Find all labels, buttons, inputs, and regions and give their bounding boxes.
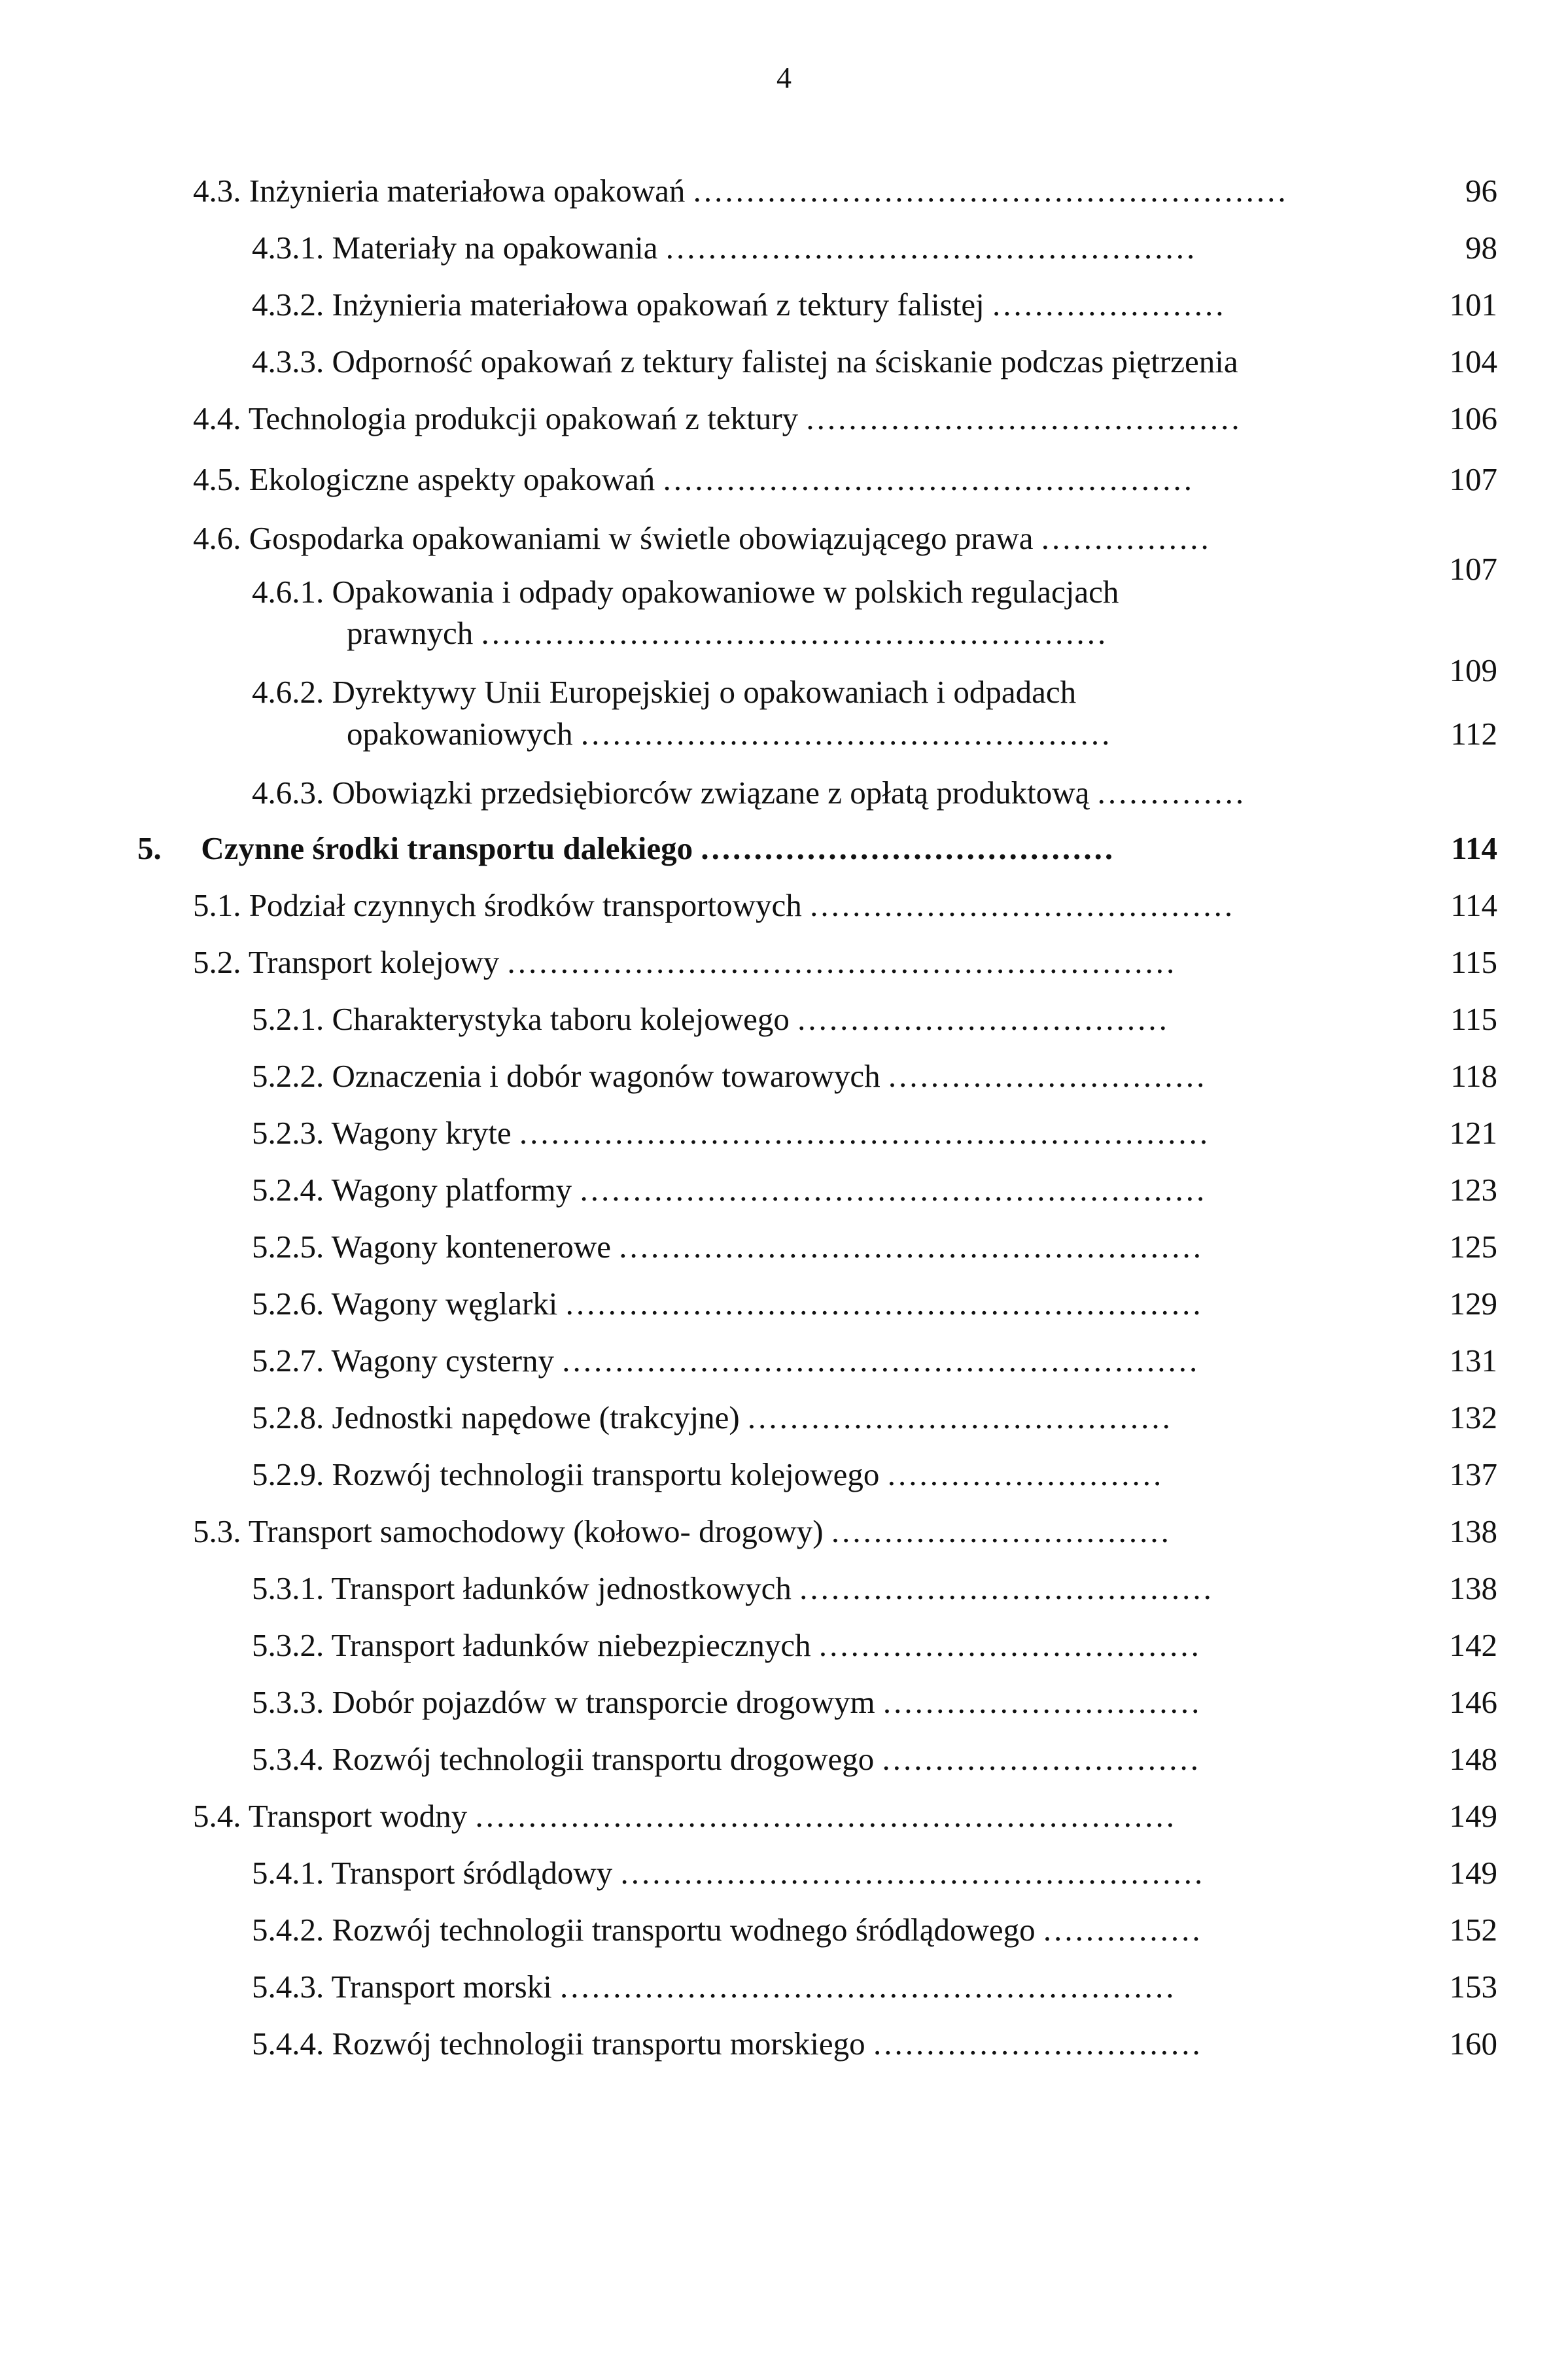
entry-number: 5.4.1.	[252, 1855, 324, 1891]
toc-entry-5-3-2[interactable]	[252, 1626, 1202, 1665]
entry-title: Obowiązki przedsiębiorców związane z opłatą produktową	[332, 775, 1090, 811]
entry-title: Materiały na opakowania	[332, 230, 658, 266]
entry-title: Rozwój technologii transportu kolejowego	[332, 1456, 880, 1492]
toc-entry-5-3[interactable]	[193, 1512, 1172, 1551]
dot-leader: ....................................	[818, 1627, 1202, 1663]
page-ref: 152	[1449, 1912, 1497, 1948]
page-ref: 125	[1449, 1229, 1497, 1265]
entry-number: 4.6.3.	[252, 775, 324, 811]
page-ref: 114	[1451, 830, 1497, 866]
toc-entry-5-3-1[interactable]	[252, 1569, 1214, 1608]
page-ref: 104	[1449, 343, 1497, 379]
toc-entry-5-2-2[interactable]	[252, 1057, 1207, 1096]
dot-leader: ..................................................	[663, 461, 1194, 497]
entry-number: 5.4.	[193, 1798, 241, 1834]
entry-title: Dyrektywy Unii Europejskiej o opakowaniach i odpadach	[332, 674, 1077, 710]
entry-number: 5.2.7.	[252, 1343, 324, 1379]
page-ref: 118	[1450, 1058, 1497, 1094]
entry-title: Jednostki napędowe (trakcyjne)	[332, 1399, 740, 1435]
entry-title: Dobór pojazdów w transporcie drogowym	[332, 1684, 875, 1720]
page-ref: 114	[1450, 887, 1497, 923]
toc-entry-5-2-6[interactable]	[252, 1284, 1204, 1324]
toc-entry-4-6-2[interactable]	[252, 673, 1076, 712]
entry-title: Inżynieria materiałowa opakowań	[249, 173, 686, 209]
dot-leader: ..................................................	[580, 716, 1113, 752]
entry-number: 4.3.1.	[252, 230, 324, 266]
page-ref: 98	[1465, 230, 1497, 266]
entry-number: 4.3.	[193, 173, 241, 209]
dot-leader: ...............................	[873, 2026, 1203, 2062]
entry-title: Transport kolejowy	[248, 944, 500, 980]
entry-title: Technologia produkcji opakowań z tektury	[248, 400, 799, 436]
dot-leader: ..........................	[887, 1456, 1164, 1492]
dot-leader: .................................................................	[519, 1115, 1211, 1151]
toc-entry-5-3-3[interactable]	[252, 1683, 1202, 1722]
page-ref: 121	[1449, 1115, 1497, 1151]
page-ref: 129	[1449, 1286, 1497, 1322]
toc-entry-5-2-4[interactable]	[252, 1170, 1207, 1210]
page-ref: 106	[1449, 400, 1497, 436]
entry-number: 5.2.2.	[252, 1058, 324, 1094]
toc-entry-5-2-9[interactable]	[252, 1455, 1164, 1494]
dot-leader: ..........................................................	[560, 1969, 1177, 2005]
entry-title: Wagony węglarki	[331, 1286, 558, 1322]
entry-title: Rozwój technologii transportu drogowego	[332, 1741, 875, 1777]
toc-entry-5-3-4[interactable]	[252, 1740, 1201, 1779]
toc-entry-5-2-7[interactable]	[252, 1341, 1200, 1380]
dot-leader: ............................................................	[565, 1286, 1204, 1322]
entry-title: Transport śródlądowy	[331, 1855, 613, 1891]
entry-title: Rozwój technologii transportu wodnego śródlądowego	[332, 1912, 1036, 1948]
entry-number: 5.3.	[193, 1513, 241, 1549]
toc-entry-4-4[interactable]	[193, 399, 1242, 438]
entry-number: 5.2.6.	[252, 1286, 324, 1322]
page-ref: 149	[1449, 1855, 1497, 1891]
entry-number: 4.4.	[193, 400, 241, 436]
page-ref: 146	[1449, 1684, 1497, 1720]
entry-title: Transport ładunków jednostkowych	[331, 1570, 792, 1606]
toc-entry-5-2[interactable]	[193, 943, 1177, 982]
toc-entry-5-4-4[interactable]	[252, 2024, 1203, 2064]
entry-number: 4.5.	[193, 461, 241, 497]
dot-leader: ..................................................	[665, 230, 1198, 266]
toc-entry-4-3-3[interactable]	[252, 342, 1238, 381]
dot-leader: ...................................	[797, 1001, 1170, 1037]
dot-leader: ................................	[831, 1513, 1172, 1549]
entry-title: Transport ładunków niebezpiecznych	[331, 1627, 811, 1663]
page-number: 4	[776, 61, 792, 94]
entry-number: 5.3.1.	[252, 1570, 324, 1606]
dot-leader: ........................................	[747, 1399, 1173, 1435]
toc-entry-5-4-1[interactable]	[252, 1854, 1205, 1893]
dot-leader: ..............................	[882, 1741, 1202, 1777]
entry-number: 5.2.4.	[252, 1172, 324, 1208]
entry-title: Ekologiczne aspekty opakowań	[249, 461, 655, 497]
entry-title: Inżynieria materiałowa opakowań z tektury falistej	[332, 287, 984, 323]
page-ref: 112	[1450, 716, 1497, 752]
toc-entry-5-2-5[interactable]	[252, 1227, 1204, 1267]
entry-title: Transport morski	[331, 1969, 552, 2005]
entry-number: 4.3.2.	[252, 287, 324, 323]
entry-number: 4.6.	[193, 520, 241, 556]
dot-leader: .......................................	[701, 830, 1116, 866]
entry-number: 4.6.1.	[252, 574, 324, 610]
page-ref: 107	[1449, 461, 1497, 497]
entry-number: 4.3.3.	[252, 343, 324, 379]
entry-number: 5.4.2.	[252, 1912, 324, 1948]
toc-entry-5-2-3[interactable]	[252, 1114, 1210, 1153]
entry-number: 5.4.3.	[252, 1969, 324, 2005]
dot-leader: ..................................................................	[475, 1798, 1177, 1834]
dot-leader: .........................................	[806, 400, 1242, 436]
page-ref: 131	[1449, 1343, 1497, 1379]
entry-title: Transport samochodowy (kołowo- drogowy)	[248, 1513, 824, 1549]
entry-title: Rozwój technologii transportu morskiego	[332, 2026, 865, 2062]
dot-leader: ..............................	[888, 1058, 1208, 1094]
entry-number: 4.6.2.	[252, 674, 324, 710]
entry-number: 5.2.	[193, 944, 241, 980]
dot-leader: .......................................	[799, 1570, 1214, 1606]
page-ref: 148	[1449, 1741, 1497, 1777]
dot-leader: .......................................................	[620, 1855, 1206, 1891]
dot-leader: ...............................................................	[507, 944, 1177, 980]
entry-title: Oznaczenia i dobór wagonów towarowych	[332, 1058, 880, 1094]
dot-leader: ..............................	[882, 1684, 1202, 1720]
entry-title: Podział czynnych środków transportowych	[249, 887, 802, 923]
toc-entry-4-3-1[interactable]	[252, 228, 1197, 268]
page-ref: 137	[1449, 1456, 1497, 1492]
dot-leader: ..............	[1097, 775, 1247, 811]
dot-leader: ...........................................................	[481, 615, 1109, 651]
page-ref: 132	[1449, 1399, 1497, 1435]
page-ref: 160	[1449, 2026, 1497, 2062]
toc-entry-4-6-1[interactable]	[252, 572, 1119, 612]
toc-entry-5-4-2[interactable]	[252, 1910, 1203, 1950]
page-ref: 96	[1465, 173, 1497, 209]
toc-entry-4-5[interactable]	[193, 460, 1194, 499]
toc-entry-5-4-3[interactable]	[252, 1967, 1177, 2007]
entry-title: Odporność opakowań z tektury falistej na ściskanie podczas piętrzenia	[332, 343, 1238, 379]
page-ref: 142	[1449, 1627, 1497, 1663]
dot-leader: ................	[1041, 520, 1211, 556]
entry-title: Opakowania i odpady opakowaniowe w polskich regulacjach	[332, 574, 1119, 610]
entry-number: 5.3.2.	[252, 1627, 324, 1663]
page-ref: 153	[1449, 1969, 1497, 2005]
toc-entry-5[interactable]	[137, 829, 1115, 868]
entry-title: Gospodarka opakowaniami w świetle obowiązującego prawa	[249, 520, 1034, 556]
page-ref: 115	[1450, 1001, 1497, 1037]
entry-number: 5.	[137, 830, 162, 866]
entry-title: Charakterystyka taboru kolejowego	[332, 1001, 790, 1037]
entry-number: 5.2.9.	[252, 1456, 324, 1492]
dot-leader: ........................................................	[693, 173, 1289, 209]
entry-number: 5.4.4.	[252, 2026, 324, 2062]
entry-number: 5.2.5.	[252, 1229, 324, 1265]
entry-number: 5.2.8.	[252, 1399, 324, 1435]
entry-title-continuation: opakowaniowych	[347, 716, 573, 752]
entry-title-continuation: prawnych	[347, 615, 474, 651]
toc-entry-4-3-2[interactable]	[252, 285, 1227, 325]
toc-entry-4-6[interactable]	[193, 519, 1211, 558]
page-ref: 138	[1449, 1513, 1497, 1549]
page-ref: 138	[1449, 1570, 1497, 1606]
toc-entry-5-1[interactable]	[193, 886, 1235, 925]
toc-entry-4-6-1-continuation[interactable]	[347, 614, 1108, 653]
entry-title: Wagony cysterny	[331, 1343, 554, 1379]
page-ref: 115	[1450, 944, 1497, 980]
toc-entry-4-3[interactable]	[193, 171, 1289, 211]
toc-entry-5-4[interactable]	[193, 1797, 1177, 1836]
toc-entry-5-2-1[interactable]	[252, 1000, 1170, 1039]
entry-number: 5.2.1.	[252, 1001, 324, 1037]
page-ref: 109	[1449, 652, 1497, 688]
entry-number: 5.3.3.	[252, 1684, 324, 1720]
toc-entry-5-2-8[interactable]	[252, 1398, 1173, 1437]
page-ref: 149	[1449, 1798, 1497, 1834]
dot-leader: ...........................................................	[580, 1172, 1208, 1208]
dot-leader: ........................................	[810, 887, 1236, 923]
entry-title: Czynne środki transportu dalekiego	[201, 830, 693, 866]
page-ref: 107	[1449, 551, 1497, 587]
page-ref: 123	[1449, 1172, 1497, 1208]
dot-leader: ...............	[1043, 1912, 1203, 1948]
entry-title: Transport wodny	[248, 1798, 468, 1834]
entry-number: 5.1.	[193, 887, 241, 923]
dot-leader: .......................................................	[619, 1229, 1204, 1265]
page-ref: 101	[1449, 287, 1497, 323]
entry-number: 5.2.3.	[252, 1115, 324, 1151]
toc-entry-4-6-2-continuation[interactable]	[347, 714, 1112, 754]
toc-entry-4-6-3[interactable]	[252, 773, 1246, 813]
dot-leader: ......................	[992, 287, 1227, 323]
dot-leader: ............................................................	[562, 1343, 1200, 1379]
entry-title: Wagony kryte	[331, 1115, 512, 1151]
entry-number: 5.3.4.	[252, 1741, 324, 1777]
entry-title: Wagony platformy	[331, 1172, 572, 1208]
entry-title: Wagony kontenerowe	[331, 1229, 612, 1265]
